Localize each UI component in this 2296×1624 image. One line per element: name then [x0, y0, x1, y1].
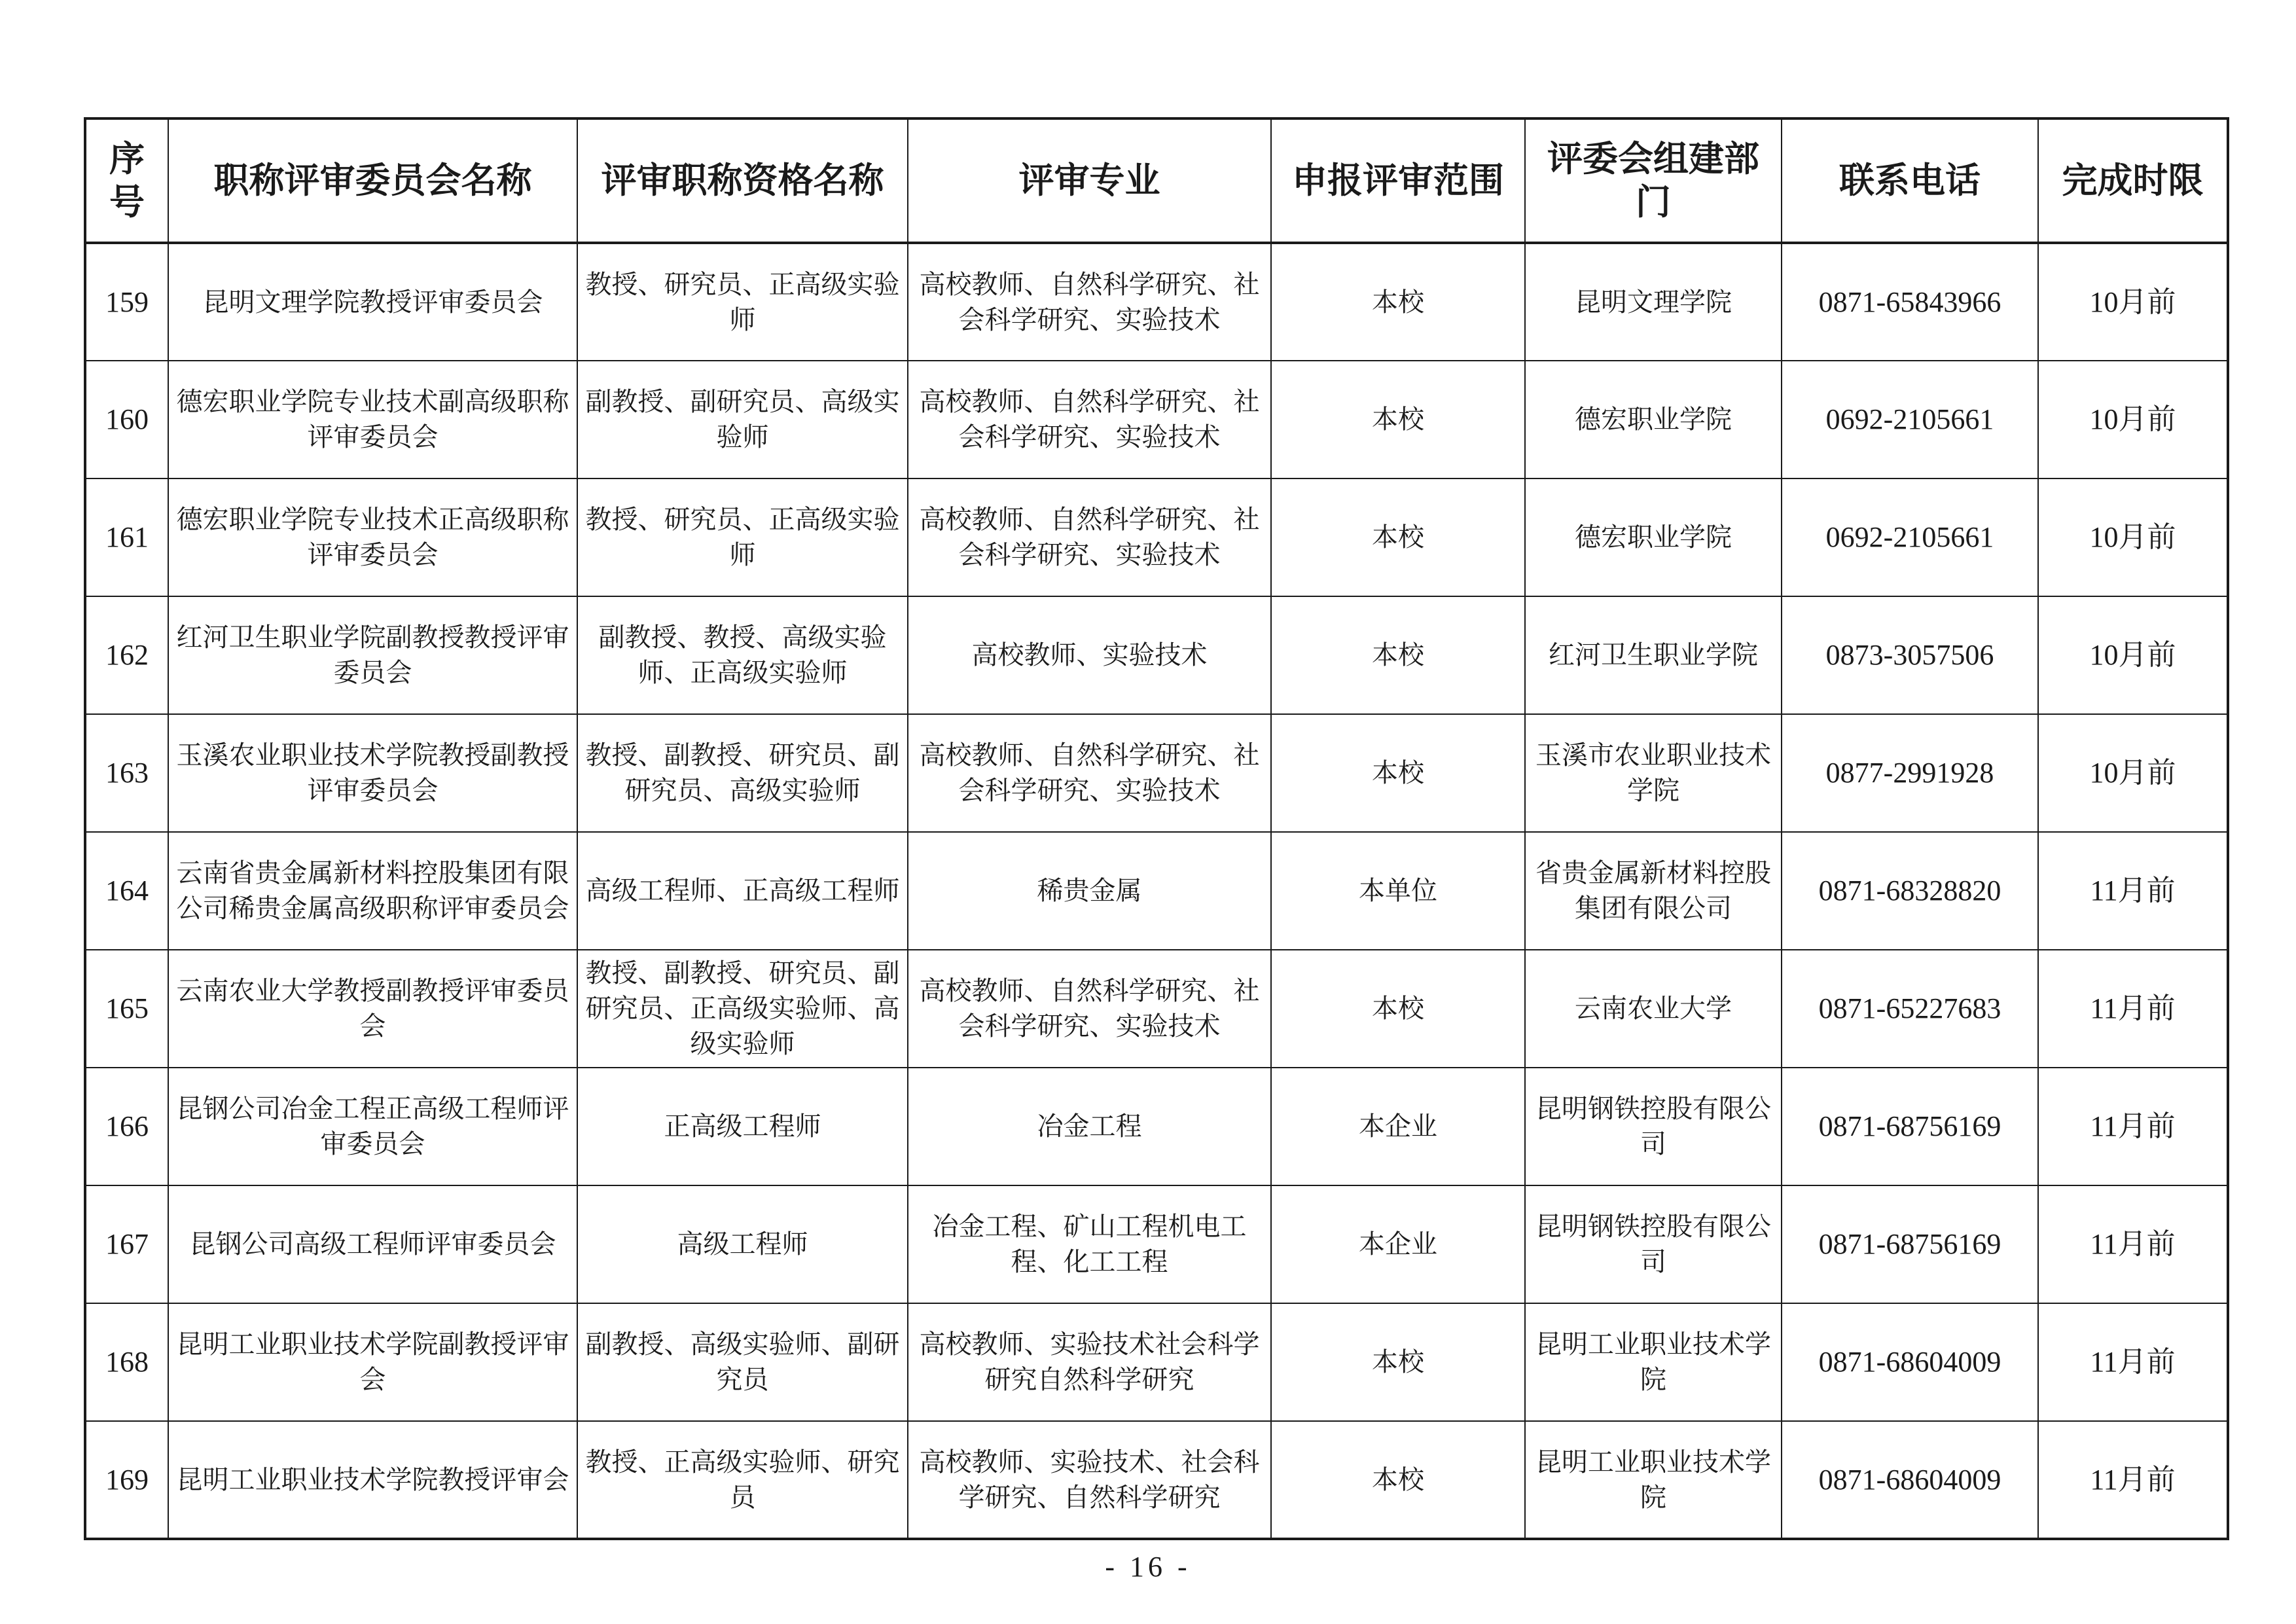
review-specialty-cell: 稀贵金属 — [908, 832, 1271, 950]
review-specialty-cell: 高校教师、自然科学研究、社会科学研究、实验技术 — [908, 361, 1271, 478]
organizing-department-cell: 昆明钢铁控股有限公司 — [1525, 1185, 1782, 1303]
review-specialty-cell: 高校教师、实验技术社会科学研究自然科学研究 — [908, 1303, 1271, 1421]
row-seq-cell: 160 — [85, 361, 168, 478]
table-header-row — [85, 118, 2228, 243]
review-specialty-cell: 冶金工程 — [908, 1068, 1271, 1185]
application-scope-cell: 本企业 — [1271, 1185, 1525, 1303]
committee-name-cell: 玉溪农业职业技术学院教授副教授评审委员会 — [168, 714, 577, 832]
application-scope-cell: 本校 — [1271, 950, 1525, 1068]
application-scope-cell: 本单位 — [1271, 832, 1525, 950]
organizing-department-cell: 德宏职业学院 — [1525, 361, 1782, 478]
committee-name-cell: 云南省贵金属新材料控股集团有限公司稀贵金属高级职称评审委员会 — [168, 832, 577, 950]
organizing-department-cell: 玉溪市农业职业技术学院 — [1525, 714, 1782, 832]
review-specialty-cell: 高校教师、实验技术 — [908, 596, 1271, 714]
committee-name-cell: 昆明工业职业技术学院教授评审会 — [168, 1421, 577, 1539]
committee-name-cell: 德宏职业学院专业技术正高级职称评审委员会 — [168, 478, 577, 596]
title-qualification-cell: 教授、研究员、正高级实验师 — [577, 243, 908, 361]
title-qualification-cell: 教授、研究员、正高级实验师 — [577, 478, 908, 596]
committee-name-cell: 德宏职业学院专业技术副高级职称评审委员会 — [168, 361, 577, 478]
application-scope-cell: 本校 — [1271, 1421, 1525, 1539]
contact-phone-cell: 0877-2991928 — [1782, 714, 2038, 832]
contact-phone-cell: 0871-68604009 — [1782, 1303, 2038, 1421]
organizing-department-cell: 昆明工业职业技术学院 — [1525, 1421, 1782, 1539]
table-row — [85, 950, 2228, 1068]
deadline-cell: 11月前 — [2038, 832, 2228, 950]
title-qualification-cell: 高级工程师、正高级工程师 — [577, 832, 908, 950]
contact-phone-cell: 0871-68604009 — [1782, 1421, 2038, 1539]
page-number: - 16 - — [1105, 1551, 1191, 1583]
table-row — [85, 478, 2228, 596]
title-qualification-cell: 副教授、副研究员、高级实验师 — [577, 361, 908, 478]
deadline-cell: 10月前 — [2038, 361, 2228, 478]
organizing-department-cell: 红河卫生职业学院 — [1525, 596, 1782, 714]
contact-phone-cell: 0692-2105661 — [1782, 361, 2038, 478]
organizing-department-cell: 昆明工业职业技术学院 — [1525, 1303, 1782, 1421]
header-title-qualification: 评审职称资格名称 — [577, 118, 908, 243]
contact-phone-cell: 0871-68756169 — [1782, 1185, 2038, 1303]
row-seq-cell: 163 — [85, 714, 168, 832]
title-qualification-cell: 副教授、教授、高级实验师、正高级实验师 — [577, 596, 908, 714]
application-scope-cell: 本企业 — [1271, 1068, 1525, 1185]
organizing-department-cell: 昆明文理学院 — [1525, 243, 1782, 361]
title-qualification-cell: 正高级工程师 — [577, 1068, 908, 1185]
contact-phone-cell: 0871-65843966 — [1782, 243, 2038, 361]
table-row — [85, 596, 2228, 714]
title-qualification-cell: 教授、副教授、研究员、副研究员、高级实验师 — [577, 714, 908, 832]
contact-phone-cell: 0692-2105661 — [1782, 478, 2038, 596]
row-seq-cell: 165 — [85, 950, 168, 1068]
committee-name-cell: 红河卫生职业学院副教授教授评审委员会 — [168, 596, 577, 714]
header-deadline: 完成时限 — [2038, 118, 2228, 243]
table-row — [85, 243, 2228, 361]
header-organizing-department: 评委会组建部门 — [1525, 118, 1782, 243]
table-body — [85, 243, 2228, 1539]
deadline-cell: 10月前 — [2038, 596, 2228, 714]
organizing-department-cell: 德宏职业学院 — [1525, 478, 1782, 596]
deadline-cell: 10月前 — [2038, 243, 2228, 361]
header-seq: 序号 — [85, 118, 168, 243]
deadline-cell: 11月前 — [2038, 1421, 2228, 1539]
application-scope-cell: 本校 — [1271, 361, 1525, 478]
committee-name-cell: 云南农业大学教授副教授评审委员会 — [168, 950, 577, 1068]
committee-name-cell: 昆明工业职业技术学院副教授评审会 — [168, 1303, 577, 1421]
row-seq-cell: 161 — [85, 478, 168, 596]
organizing-department-cell: 云南农业大学 — [1525, 950, 1782, 1068]
deadline-cell: 10月前 — [2038, 714, 2228, 832]
organizing-department-cell: 昆明钢铁控股有限公司 — [1525, 1068, 1782, 1185]
deadline-cell: 11月前 — [2038, 1068, 2228, 1185]
header-committee-name: 职称评审委员会名称 — [168, 118, 577, 243]
application-scope-cell: 本校 — [1271, 243, 1525, 361]
table-row — [85, 361, 2228, 478]
table-row — [85, 1303, 2228, 1421]
committee-name-cell: 昆钢公司冶金工程正高级工程师评审委员会 — [168, 1068, 577, 1185]
contact-phone-cell: 0871-68756169 — [1782, 1068, 2038, 1185]
deadline-cell: 11月前 — [2038, 1185, 2228, 1303]
review-specialty-cell: 高校教师、实验技术、社会科学研究、自然科学研究 — [908, 1421, 1271, 1539]
table-row — [85, 1185, 2228, 1303]
title-qualification-cell: 教授、正高级实验师、研究员 — [577, 1421, 908, 1539]
row-seq-cell: 164 — [85, 832, 168, 950]
row-seq-cell: 166 — [85, 1068, 168, 1185]
table-row — [85, 714, 2228, 832]
header-application-scope: 申报评审范围 — [1271, 118, 1525, 243]
row-seq-cell: 169 — [85, 1421, 168, 1539]
deadline-cell: 11月前 — [2038, 1303, 2228, 1421]
application-scope-cell: 本校 — [1271, 1303, 1525, 1421]
title-qualification-cell: 教授、副教授、研究员、副研究员、正高级实验师、高级实验师 — [577, 950, 908, 1068]
organizing-department-cell: 省贵金属新材料控股集团有限公司 — [1525, 832, 1782, 950]
application-scope-cell: 本校 — [1271, 478, 1525, 596]
review-specialty-cell: 高校教师、自然科学研究、社会科学研究、实验技术 — [908, 478, 1271, 596]
deadline-cell: 10月前 — [2038, 478, 2228, 596]
review-specialty-cell: 高校教师、自然科学研究、社会科学研究、实验技术 — [908, 714, 1271, 832]
application-scope-cell: 本校 — [1271, 714, 1525, 832]
review-specialty-cell: 高校教师、自然科学研究、社会科学研究、实验技术 — [908, 950, 1271, 1068]
header-review-specialty: 评审专业 — [908, 118, 1271, 243]
table-row — [85, 1421, 2228, 1539]
committee-name-cell: 昆明文理学院教授评审委员会 — [168, 243, 577, 361]
row-seq-cell: 162 — [85, 596, 168, 714]
review-specialty-cell: 高校教师、自然科学研究、社会科学研究、实验技术 — [908, 243, 1271, 361]
table-row — [85, 832, 2228, 950]
qualification-review-table — [84, 117, 2229, 1540]
row-seq-cell: 167 — [85, 1185, 168, 1303]
application-scope-cell: 本校 — [1271, 596, 1525, 714]
header-contact-phone: 联系电话 — [1782, 118, 2038, 243]
committee-name-cell: 昆钢公司高级工程师评审委员会 — [168, 1185, 577, 1303]
title-qualification-cell: 高级工程师 — [577, 1185, 908, 1303]
title-qualification-cell: 副教授、高级实验师、副研究员 — [577, 1303, 908, 1421]
row-seq-cell: 168 — [85, 1303, 168, 1421]
contact-phone-cell: 0871-68328820 — [1782, 832, 2038, 950]
deadline-cell: 11月前 — [2038, 950, 2228, 1068]
contact-phone-cell: 0873-3057506 — [1782, 596, 2038, 714]
table-row — [85, 1068, 2228, 1185]
review-specialty-cell: 冶金工程、矿山工程机电工程、化工工程 — [908, 1185, 1271, 1303]
contact-phone-cell: 0871-65227683 — [1782, 950, 2038, 1068]
row-seq-cell: 159 — [85, 243, 168, 361]
